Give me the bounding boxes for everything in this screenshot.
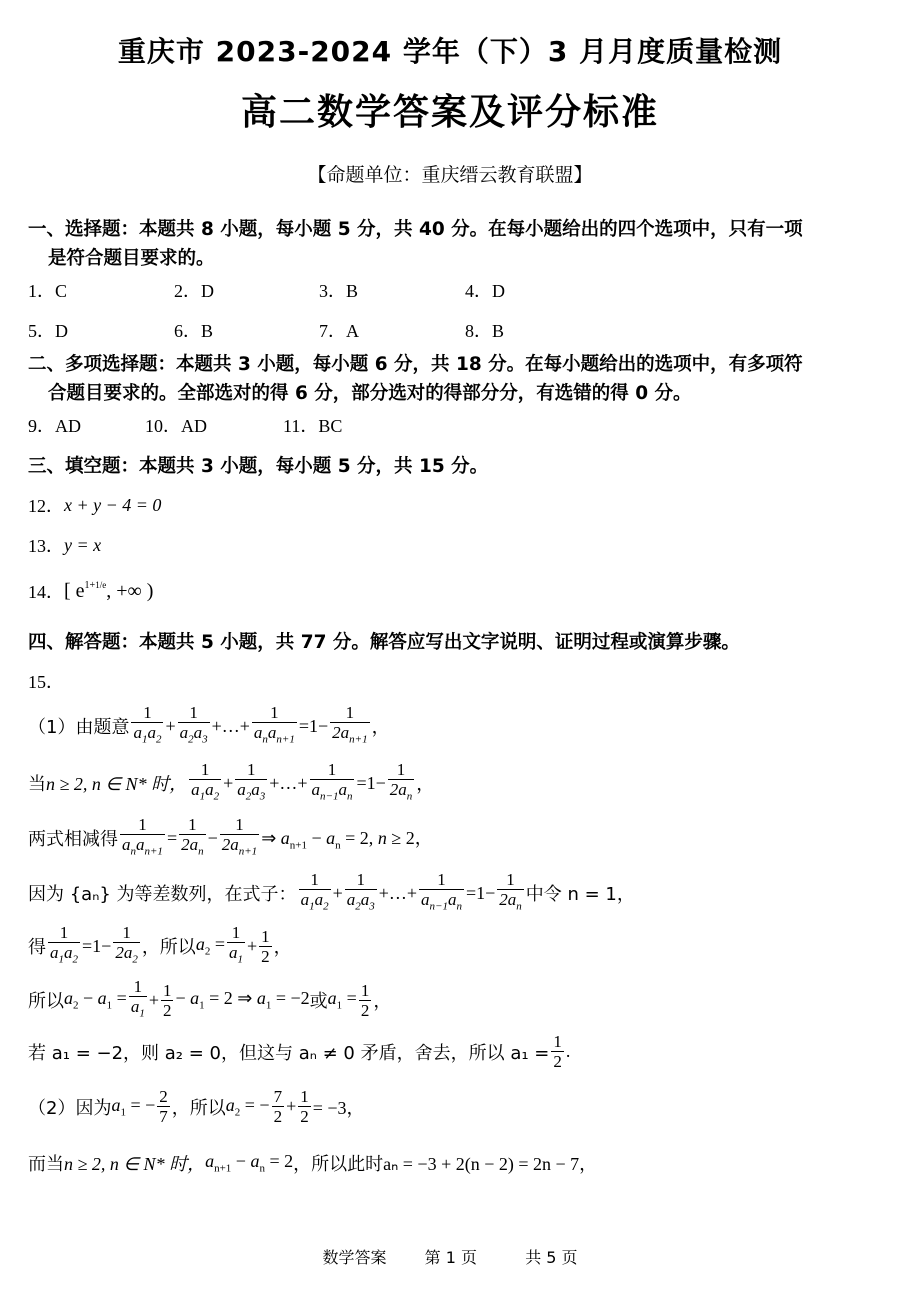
answer-12: 12． x + y − 4 = 0 xyxy=(28,494,162,516)
solution-line-9: 而当 n ≥ 2, n ∈ N* 时， $a_{n+1} - a_n = 2$ ，所以此时 aₙ = −3 + 2(n − 2) = 2n − 7， xyxy=(28,1151,598,1175)
section1-heading: 一、选择题：本题共 8 小题，每小题 5 分，共 40 分。在每小题给出的四个选项中，只有一项 xyxy=(28,219,803,240)
document-title: 重庆市 2023-2024 学年（下）3 月月度质量检测 xyxy=(117,35,783,68)
section3-heading: 三、填空题：本题共 3 小题，每小题 5 分，共 15 分。 xyxy=(28,456,489,477)
solution-line-8: （2）因为 $a_1$ = − $\frac{2}{7}$ ，所以 $a_2$ = − $\frac{7}{2}$ + $\frac{1}{2}$ = −3， xyxy=(28,1087,365,1126)
solution-line-2: 当 n ≥ 2, n ∈ N* 时， $\frac{1}{a_1a_2}$ + $\frac{1}{a_2a_3}$ +…+ $\frac{1}{a_{n-1}a_n}$ =1− $\frac{1}{2a_n}$ ， xyxy=(28,760,434,806)
solution-line-3: 两式相减得 $\frac{1}{a_na_{n+1}}$ = $\frac{1}{2a_n}$ − $\frac{1}{2a_{n+1}}$ ⇒ $a_{n+1} - a_n = 2$, n ≥ 2， xyxy=(28,815,433,861)
solution-line-5: 得 $\frac{1}{a_1a_2}$ =1− $\frac{1}{2a_2}$ ，所以 $a_2$ = $\frac{1}{a_1}$ + $\frac{1}{2}$ ， xyxy=(28,923,292,969)
section2-heading: 二、多项选择题：本题共 3 小题，每小题 6 分，共 18 分。在每小题给出的选项中，有多项符 xyxy=(28,354,803,375)
footer-total-pages: 共 5 页 xyxy=(525,1248,578,1267)
answer-14: 14． [ $e^{1+1/e}$, +∞ ) xyxy=(28,579,154,602)
section2-heading-cont: 合题目要求的。全部选对的得 6 分，部分选对的得部分分，有选错的得 0 分。 xyxy=(48,383,692,404)
answer-10: 10．AD xyxy=(145,416,207,436)
answer-7: 7．A xyxy=(319,321,359,341)
solution-line-1: （1）由题意 $\frac{1}{a_1a_2}$ + $\frac{1}{a_2a_3}$ +…+ $\frac{1}{a_na_{n+1}}$ =1− $\frac{1}{2a_{n+1}}$ ， xyxy=(28,703,390,749)
answer-1: 1．C xyxy=(28,281,68,301)
footer-subject: 数学答案 xyxy=(322,1248,387,1267)
answer-9: 9．AD xyxy=(28,416,81,436)
document-subtitle: 高二数学答案及评分标准 xyxy=(240,92,659,133)
section1-heading-cont: 是符合题目要求的。 xyxy=(48,248,215,269)
answer-2: 2．D xyxy=(174,281,214,301)
authoring-unit: 【命题单位：重庆缙云教育联盟】 xyxy=(307,164,593,186)
answer-3: 3．B xyxy=(319,281,359,301)
answer-4: 4．D xyxy=(465,281,505,301)
answer-6: 6．B xyxy=(174,321,214,341)
solution-line-7: 若 a₁ = −2，则 a₂ = 0，但这与 aₙ ≠ 0 矛盾，舍去，所以 a₁ = $\frac{1}{2}$ . xyxy=(28,1032,571,1071)
footer-page-number: 第 1 页 xyxy=(424,1248,477,1267)
solution-line-6: 所以 $a_2 - a_1$ = $\frac{1}{a_1}$ + $\frac{1}{2}$ − $a_1 = 2$ ⇒ $a_1 = -2$ 或 $a_1$ = $\frac{1}{2}$ ， xyxy=(28,977,391,1023)
answer-8: 8．B xyxy=(465,321,505,341)
answer-5: 5．D xyxy=(28,321,68,341)
question-15-label: 15． xyxy=(28,672,64,692)
section4-heading: 四、解答题：本题共 5 小题，共 77 分。解答应写出文字说明、证明过程或演算步骤。 xyxy=(28,632,740,653)
answer-13: 13． y = x xyxy=(28,534,102,556)
answer-11: 11．BC xyxy=(283,416,343,436)
solution-line-4: 因为 {aₙ} 为等差数列，在式子： $\frac{1}{a_1a_2}$ + $\frac{1}{a_2a_3}$ +…+ $\frac{1}{a_{n-1}a_n}$ =1− $\frac{1}{2a_n}$ 中令 n = 1， xyxy=(28,870,635,916)
interval-expression: [ $e^{1+1/e}$, +∞ ) xyxy=(64,579,154,602)
page-footer xyxy=(0,1245,900,1268)
